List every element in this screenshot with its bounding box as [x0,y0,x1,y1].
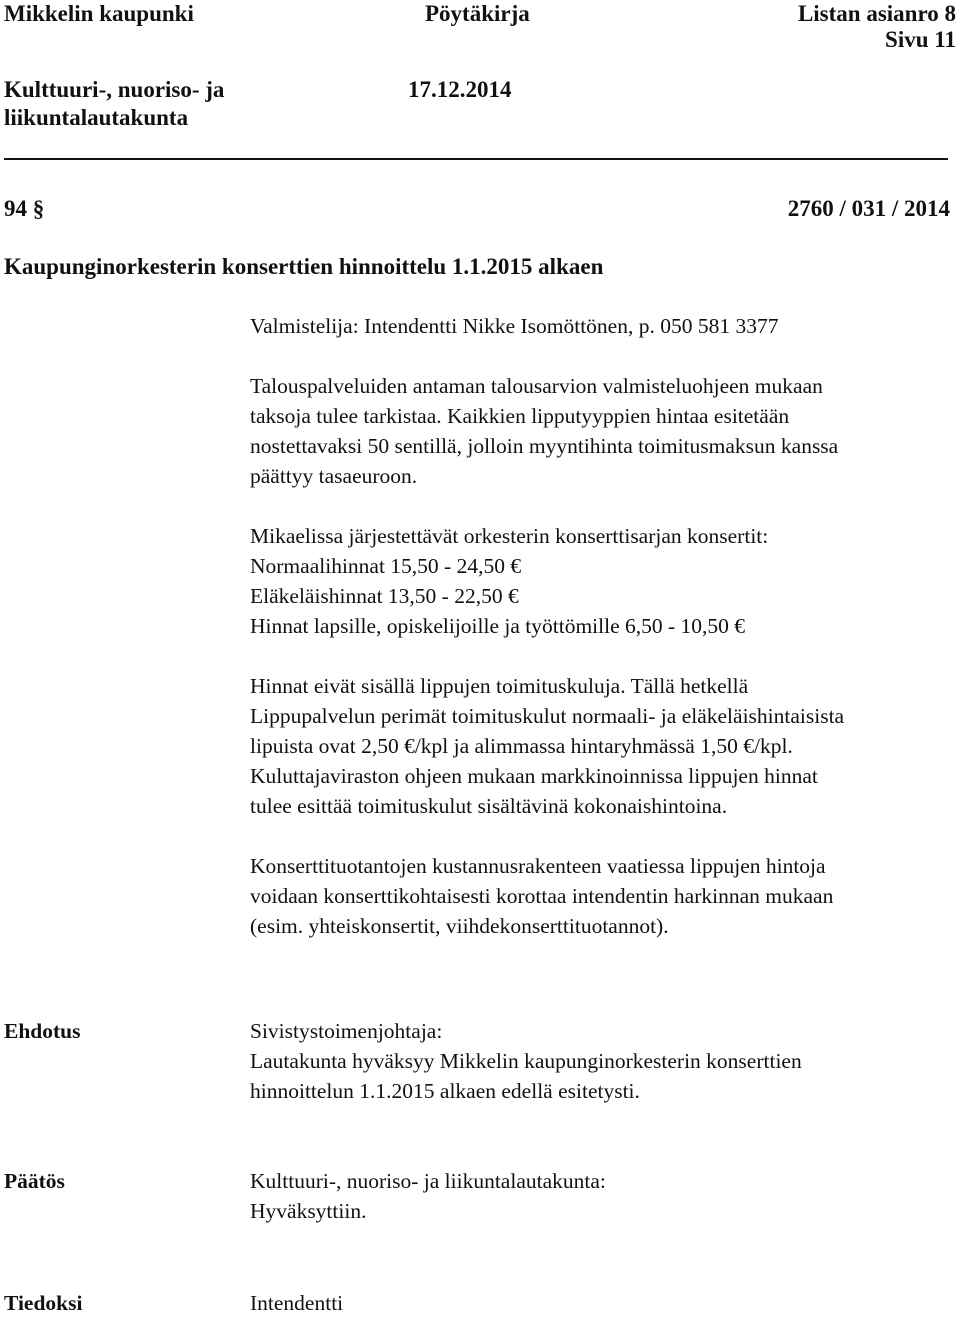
header-divider [4,158,948,160]
record-number: 2760 / 031 / 2014 [787,196,950,221]
paragraph-budget-instruction [250,371,950,491]
text-line: Kuluttajaviraston ohjeen mukaan markkinoinnissa lippujen hinnat [250,764,818,788]
text-line: Hinnat eivät sisällä lippujen toimituskuluja. Tällä hetkellä [250,674,749,698]
text-line: Konserttituotantojen kustannusrakenteen vaatiessa lippujen hintoja [250,854,826,878]
committee-name-line2: liikuntalautakunta [4,105,189,130]
text-line: hinnoittelun 1.1.2015 alkaen edellä esitetysti. [250,1079,640,1103]
text-line: Talouspalveluiden antaman talousarvion valmisteluohjeen mukaan [250,374,823,398]
notify-label: Tiedoksi [4,1291,83,1315]
text-line: tulee esittää toimituskulut sisältävinä kokonaishintoina. [250,794,728,818]
text-line: Lautakunta hyväksyy Mikkelin kaupunginorkesterin konserttien [250,1049,802,1073]
text-line: taksoja tulee tarkistaa. Kaikkien lipputyyppien hintaa esitetään [250,404,790,428]
section-number: 94 § [4,196,45,221]
decision-text [250,1166,950,1226]
text-line: Lippupalvelun perimät toimituskulut normaali- ja eläkeläishintaisista [250,704,845,728]
text-line: Intendentti [250,1291,344,1315]
proposal-label: Ehdotus [4,1019,81,1043]
text-line: Normaalihinnat 15,50 - 24,50 € [250,554,522,578]
page-number: Sivu 11 [885,27,956,52]
text-line: Kulttuuri-, nuoriso- ja liikuntalautakunta: [250,1169,606,1193]
text-line: lipuista ovat 2,50 €/kpl ja alimmassa hintaryhmässä 1,50 €/kpl. [250,734,793,758]
text-line: voidaan konserttikohtaisesti korottaa intendentin harkinnan mukaan [250,884,834,908]
text-line: Mikaelissa järjestettävät orkesterin konserttisarjan konsertit: [250,524,769,548]
text-line: päättyy tasaeuroon. [250,464,418,488]
text-line: (esim. yhteiskonsertit, viihdekonserttituotannot). [250,914,669,938]
paragraph-production-costs [250,851,950,941]
meeting-date: 17.12.2014 [408,77,512,102]
organization-name: Mikkelin kaupunki [4,1,194,26]
paragraph-delivery-fees [250,671,950,821]
proposal-text [250,1016,950,1106]
paragraph-concert-prices [250,521,950,641]
text-line: nostettavaksi 50 sentillä, jolloin myyntihinta toimitusmaksun kanssa [250,434,839,458]
committee-name-line1: Kulttuuri-, nuoriso- ja [4,77,225,102]
preparer-line: Valmistelija: Intendentti Nikke Isomöttönen, p. 050 581 3377 [250,314,779,338]
item-title: Kaupunginorkesterin konserttien hinnoittelu 1.1.2015 alkaen [4,254,604,279]
decision-label: Päätös [4,1169,65,1193]
item-number: Listan asianro 8 [797,1,956,26]
text-line: Hyväksyttiin. [250,1199,367,1223]
document-type: Pöytäkirja [425,1,530,26]
notify-text [250,1288,950,1318]
text-line: Eläkeläishinnat 13,50 - 22,50 € [250,584,519,608]
text-line: Sivistystoimenjohtaja: [250,1019,443,1043]
text-line: Hinnat lapsille, opiskelijoille ja työttömille 6,50 - 10,50 € [250,614,746,638]
